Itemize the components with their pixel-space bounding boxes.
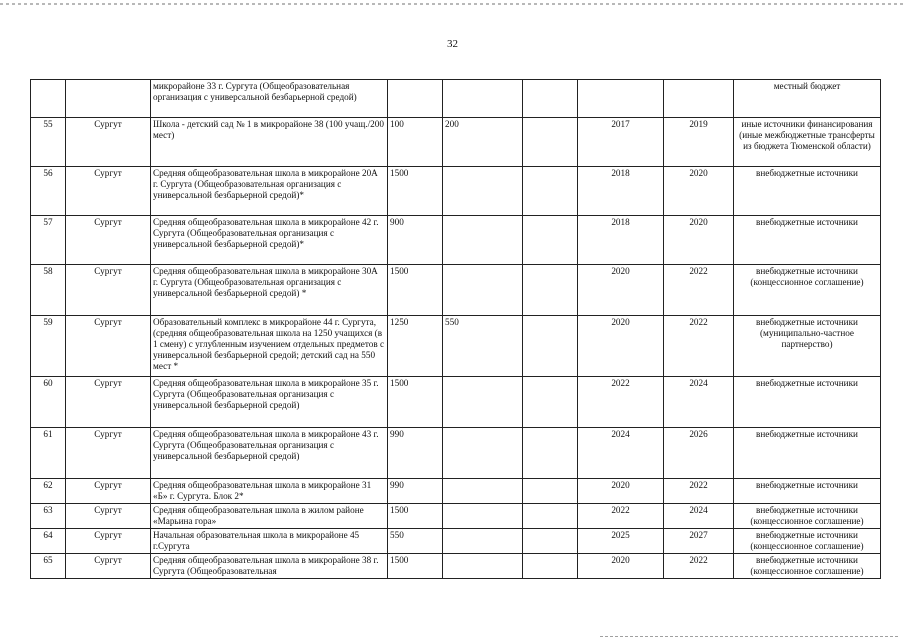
cell-capacity-school: 100 [388,118,443,167]
cell-capacity-kindergarten [443,167,523,216]
scan-edge-bottom [600,636,900,637]
scan-edge-top [0,3,905,5]
cell-object-name: Средняя общеобразовательная школа в микрорайоне 38 г. Сургута (Общеобразовательная [151,554,388,579]
table-row [31,316,881,377]
cell-empty [523,428,578,479]
cell-object-name: Средняя общеобразовательная школа в жилом районе «Марьина гора» [151,504,388,529]
cell-capacity-school: 1500 [388,504,443,529]
cell-empty [523,529,578,554]
cell-city: Сургут [66,377,151,428]
objects-table [30,79,881,579]
cell-capacity-school: 1500 [388,167,443,216]
cell-number: 55 [31,118,66,167]
cell-number: 63 [31,504,66,529]
cell-empty [523,265,578,316]
cell-city: Сургут [66,504,151,529]
cell-year-start: 2022 [578,504,664,529]
cell-object-name: Средняя общеобразовательная школа в микрорайоне 31 «Б» г. Сургута. Блок 2* [151,479,388,504]
table-row [31,504,881,529]
cell-empty [523,167,578,216]
cell-year-start: 2020 [578,554,664,579]
cell-funding-source: внебюджетные источники [734,479,881,504]
cell-capacity-school: 550 [388,529,443,554]
cell-number: 59 [31,316,66,377]
cell-funding-source: внебюджетные источники [734,216,881,265]
cell-city: Сургут [66,216,151,265]
cell-year-end: 2027 [664,529,734,554]
cell-year-end [664,80,734,118]
table-row [31,167,881,216]
cell-year-start: 2018 [578,216,664,265]
cell-capacity-school: 990 [388,479,443,504]
cell-object-name: микрорайоне 33 г. Сургута (Общеобразовательная организация с универсальной безбарьерной средой) [151,80,388,118]
cell-funding-source: внебюджетные источники (концессионное соглашение) [734,554,881,579]
table-row [31,377,881,428]
cell-capacity-kindergarten [443,428,523,479]
cell-city: Сургут [66,529,151,554]
cell-city [66,80,151,118]
cell-number: 56 [31,167,66,216]
cell-object-name: Средняя общеобразовательная школа в микрорайоне 35 г. Сургута (Общеобразовательная организация с универсальной безбарьерной средой) [151,377,388,428]
cell-funding-source: местный бюджет [734,80,881,118]
cell-year-end: 2022 [664,554,734,579]
cell-object-name: Школа - детский сад № 1 в микрорайоне 38 (100 учащ./200 мест) [151,118,388,167]
cell-number: 60 [31,377,66,428]
cell-year-start: 2025 [578,529,664,554]
cell-empty [523,479,578,504]
cell-capacity-kindergarten [443,216,523,265]
cell-number: 64 [31,529,66,554]
cell-year-end: 2019 [664,118,734,167]
cell-city: Сургут [66,554,151,579]
cell-empty [523,377,578,428]
table-row [31,529,881,554]
cell-city: Сургут [66,118,151,167]
cell-year-end: 2024 [664,377,734,428]
cell-number: 65 [31,554,66,579]
cell-city: Сургут [66,167,151,216]
cell-capacity-school: 1250 [388,316,443,377]
cell-capacity-kindergarten [443,479,523,504]
cell-empty [523,504,578,529]
cell-capacity-kindergarten [443,504,523,529]
table-row [31,265,881,316]
cell-empty [523,216,578,265]
cell-capacity-kindergarten [443,265,523,316]
cell-empty [523,80,578,118]
cell-city: Сургут [66,479,151,504]
cell-capacity-school: 900 [388,216,443,265]
cell-number: 58 [31,265,66,316]
cell-funding-source: внебюджетные источники (концессионное соглашение) [734,504,881,529]
cell-capacity-kindergarten [443,377,523,428]
cell-capacity-school: 1500 [388,377,443,428]
cell-funding-source: внебюджетные источники (муниципально-частное партнерство) [734,316,881,377]
page-number: 32 [447,38,458,50]
cell-capacity-kindergarten: 550 [443,316,523,377]
cell-capacity-school: 1500 [388,265,443,316]
cell-city: Сургут [66,316,151,377]
cell-city: Сургут [66,428,151,479]
cell-year-start: 2022 [578,377,664,428]
cell-object-name: Начальная образовательная школа в микрорайоне 45 г.Сургута [151,529,388,554]
cell-year-end: 2026 [664,428,734,479]
cell-number: 62 [31,479,66,504]
cell-capacity-school: 1500 [388,554,443,579]
cell-year-end: 2022 [664,316,734,377]
table-row [31,80,881,118]
cell-year-start: 2020 [578,265,664,316]
cell-funding-source: внебюджетные источники [734,167,881,216]
cell-object-name: Средняя общеобразовательная школа в микрорайоне 30А г. Сургута (Общеобразовательная организация с универсальной безбарьерной средой) * [151,265,388,316]
cell-empty [523,554,578,579]
cell-empty [523,316,578,377]
table-row [31,118,881,167]
cell-year-end: 2020 [664,216,734,265]
cell-object-name: Образовательный комплекс в микрорайоне 44 г. Сургута, (средняя общеобразовательная школа на 1250 учащихся (в 1 смену) с углубленным изучением отдельных предметов с универсальной безбарьерной средой; детский сад на 550 мест * [151,316,388,377]
cell-number: 57 [31,216,66,265]
cell-year-start: 2024 [578,428,664,479]
cell-capacity-kindergarten [443,554,523,579]
cell-year-end: 2022 [664,265,734,316]
cell-year-start: 2020 [578,479,664,504]
cell-capacity-school: 990 [388,428,443,479]
cell-funding-source: внебюджетные источники [734,428,881,479]
cell-year-start: 2018 [578,167,664,216]
cell-year-start [578,80,664,118]
cell-number: 61 [31,428,66,479]
table-row [31,216,881,265]
cell-funding-source: внебюджетные источники (концессионное соглашение) [734,265,881,316]
cell-funding-source: внебюджетные источники [734,377,881,428]
cell-capacity-kindergarten [443,80,523,118]
cell-year-start: 2017 [578,118,664,167]
cell-funding-source: иные источники финансирования (иные межбюджетные трансферты из бюджета Тюменской области) [734,118,881,167]
cell-object-name: Средняя общеобразовательная школа в микрорайоне 42 г. Сургута (Общеобразовательная организация с универсальной безбарьерной средой)* [151,216,388,265]
table-row [31,479,881,504]
cell-empty [523,118,578,167]
cell-object-name: Средняя общеобразовательная школа в микрорайоне 20А г. Сургута (Общеобразовательная организация с универсальной безбарьерной средой)* [151,167,388,216]
cell-funding-source: внебюджетные источники (концессионное соглашение) [734,529,881,554]
cell-object-name: Средняя общеобразовательная школа в микрорайоне 43 г. Сургута (Общеобразовательная организация с универсальной безбарьерной средой) [151,428,388,479]
table-row [31,554,881,579]
cell-capacity-kindergarten: 200 [443,118,523,167]
cell-number [31,80,66,118]
cell-year-end: 2022 [664,479,734,504]
table-row [31,428,881,479]
cell-city: Сургут [66,265,151,316]
cell-capacity-school [388,80,443,118]
cell-year-end: 2024 [664,504,734,529]
cell-year-start: 2020 [578,316,664,377]
cell-capacity-kindergarten [443,529,523,554]
cell-year-end: 2020 [664,167,734,216]
